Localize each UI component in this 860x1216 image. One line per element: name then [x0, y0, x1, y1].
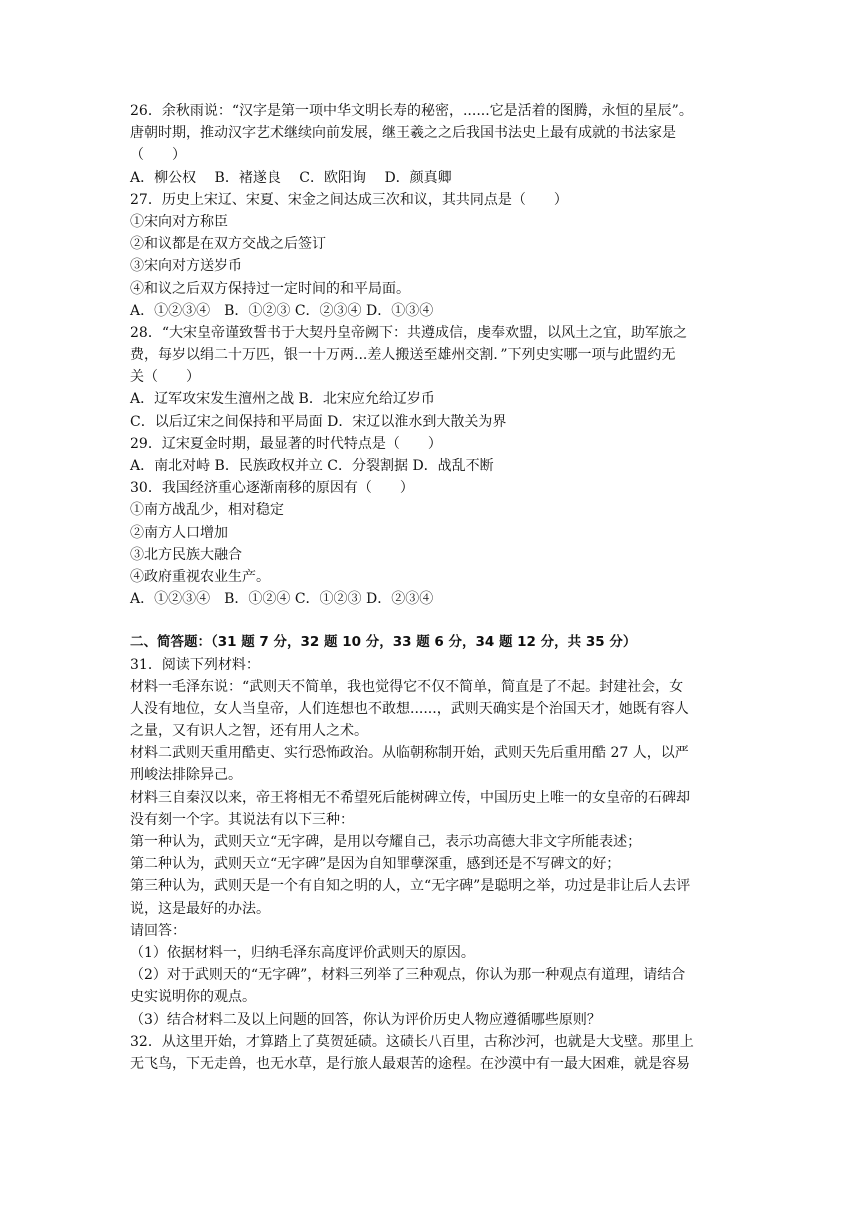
question-31-stem: 31．阅读下列材料：	[130, 656, 260, 673]
question-26-options: A．柳公权 B．褚遂良 C．欧阳询 D．颜真卿	[130, 169, 452, 186]
question-28-line-2: 费，每岁以绢二十万匹，银一十万两...差人搬送至雄州交割．”下列史实哪一项与此盟约无	[130, 347, 676, 364]
question-28-options-ab: A．辽军攻宋发生澶州之战 B．北宋应允给辽岁币	[130, 391, 435, 408]
question-29-stem: 29．辽宋夏金时期，最显著的时代特点是（ ）	[130, 435, 442, 452]
section-heading: 二、简答题：（31 题 7 分，32 题 10 分，33 题 6 分，34 题 12 分，共 35 分）	[130, 634, 637, 651]
question-29-options: A．南北对峙 B．民族政权并立 C．分裂割据 D．战乱不断	[130, 458, 494, 474]
question-26-line-1: 26．余秋雨说：“汉字是第一项中华文明长寿的秘密，......它是活着的图腾，永恒的星辰”。	[130, 103, 693, 119]
answer-prompt: 请回答：	[130, 922, 186, 939]
question-26-line-3: （ ）	[130, 147, 186, 164]
sub-question-1: （1）依据材料一，归纳毛泽东高度评价武则天的原因。	[130, 944, 475, 961]
question-32-line-1: 32．从这里开始，才算踏上了莫贺延碛。这碛长八百里，古称沙河，也就是大戈壁。那里上	[130, 1033, 694, 1050]
sub-question-2-line-1: （2）对于武则天的“无字碑”，材料三列举了三种观点，你认为那一种观点有道理，请结合	[130, 967, 686, 984]
question-28-line-1: 28．“大宋皇帝谨致誓书于大契丹皇帝阙下：共遵成信，虔奉欢盟，以风土之宜，助军旅之	[130, 324, 687, 341]
question-28-options-cd: C．以后辽宋之间保持和平局面 D．宋辽以淮水到大散关为界	[130, 413, 507, 430]
question-30-item-4: ④政府重视农业生产。	[130, 568, 270, 585]
question-30-item-1: ①南方战乱少，相对稳定	[130, 502, 284, 519]
sub-question-3: （3）结合材料二及以上问题的回答，你认为评价历史人物应遵循哪些原则？	[130, 1011, 601, 1028]
question-27-options: A．①②③④ B．①②③ C．②③④ D．①③④	[130, 302, 434, 319]
material-3-line-2: 没有刻一个字。其说法有以下三种：	[130, 811, 354, 828]
question-28-line-3: 关（ ）	[130, 369, 200, 386]
material-3-line-1: 材料三自秦汉以来，帝王将相无不希望死后能树碑立传，中国历史上唯一的女皇帝的石碑却	[130, 789, 690, 806]
material-3-view-3-line-2: 说，这是最好的办法。	[130, 900, 270, 917]
question-32-line-2: 无飞鸟，下无走兽，也无水草，是行旅人最艰苦的途程。在沙漠中有一最大困难，就是容易	[130, 1055, 690, 1072]
question-27-item-4: ④和议之后双方保持过一定时间的和平局面。	[130, 280, 410, 297]
question-30-stem: 30．我国经济重心逐渐南移的原因有（ ）	[130, 480, 414, 497]
material-1-line-1: 材料一毛泽东说：“武则天不简单，我也觉得它不仅不简单，简直是了不起。封建社会，女	[130, 678, 684, 695]
material-2-line-2: 刑峻法排除异己。	[130, 767, 242, 784]
material-3-view-3-line-1: 第三种认为，武则天是一个有自知之明的人，立“无字碑”是聪明之举，功过是非让后人去评	[130, 878, 691, 895]
question-30-item-2: ②南方人口增加	[130, 524, 228, 541]
material-1-line-3: 之量，又有识人之智，还有用人之术。	[130, 723, 368, 740]
question-27-item-1: ①宋向对方称臣	[130, 213, 228, 230]
section-spacer	[130, 610, 738, 631]
sub-question-2-line-2: 史实说明你的观点。	[130, 989, 256, 1006]
material-3-view-2: 第二种认为，武则天立“无字碑”是因为自知罪孽深重，感到还是不写碑文的好；	[130, 856, 621, 873]
question-27-stem: 27．历史上宋辽、宋夏、宋金之间达成三次和议，其共同点是（ ）	[130, 191, 568, 208]
question-30-options: A．①②③④ B．①②④ C．①②③ D．②③④	[130, 591, 434, 608]
question-27-item-2: ②和议都是在双方交战之后签订	[130, 236, 326, 253]
material-1-line-2: 人没有地位，女人当皇帝，人们连想也不敢想......，武则天确实是个治国天才，她既有容人	[130, 700, 689, 717]
material-2-line-1: 材料二武则天重用酷吏、实行恐怖政治。从临朝称制开始，武则天先后重用酷 27 人，以严	[130, 745, 689, 762]
material-3-view-1: 第一种认为，武则天立“无字碑，是用以夸耀自己，表示功高德大非文字所能表述；	[130, 834, 642, 850]
question-30-item-3: ③北方民族大融合	[130, 546, 242, 563]
document-page	[130, 100, 738, 1075]
question-26-line-2: 唐朝时期，推动汉字艺术继续向前发展，继王羲之之后我国书法史上最有成就的书法家是	[130, 125, 676, 142]
question-27-item-3: ③宋向对方送岁币	[130, 258, 242, 275]
